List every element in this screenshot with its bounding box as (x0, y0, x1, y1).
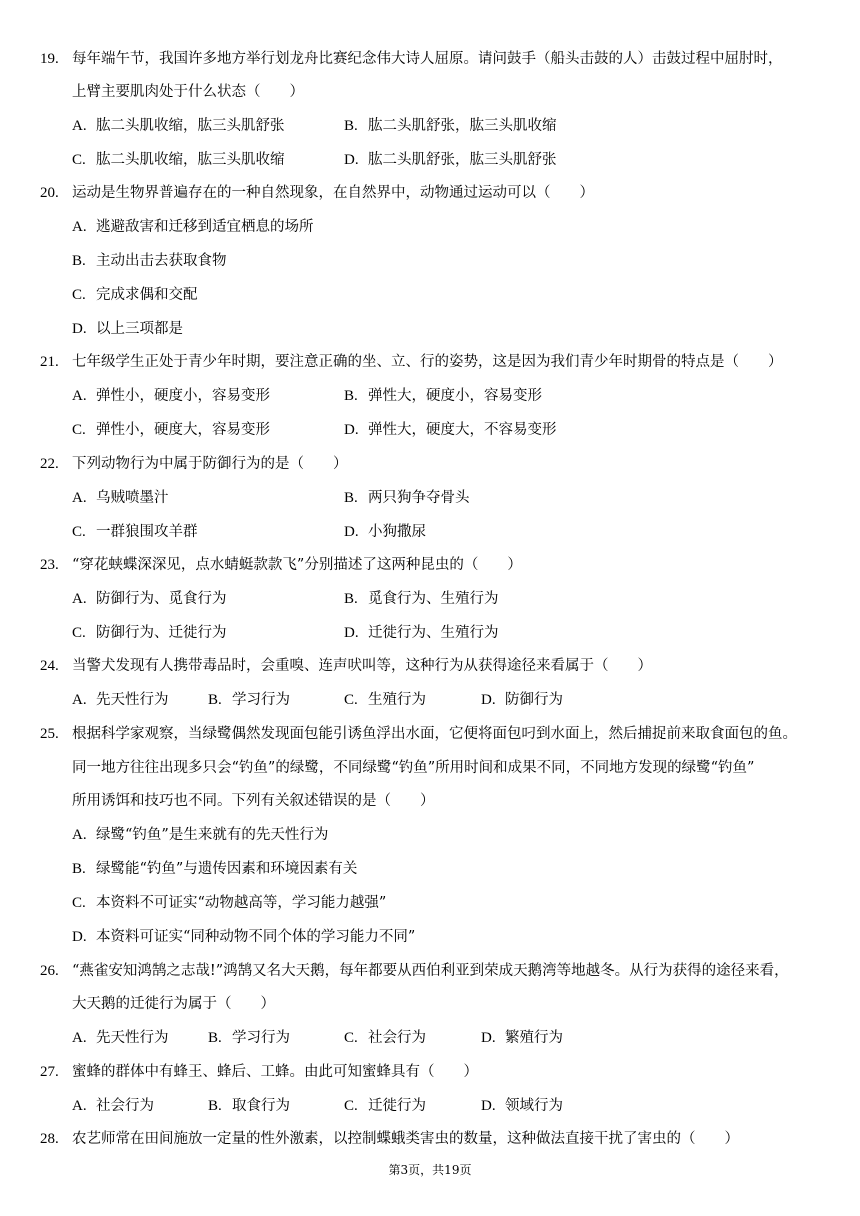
question-number: 23. (40, 557, 59, 573)
option-c: C. 肱二头肌收缩，肱三头肌收缩 (72, 152, 285, 168)
option-c: C. 一群狼围攻羊群 (72, 524, 198, 540)
option-b: B. 肱二头肌舒张，肱三头肌收缩 (344, 118, 557, 134)
question-text: 当警犬发现有人携带毒品时，会重嗅、连声吠叫等，这种行为从获得途径来看属于（ ） (72, 658, 652, 674)
question-text: 农艺师常在田间施放一定量的性外激素，以控制蝶蛾类害虫的数量，这种做法直接干扰了害虫的（ ） (72, 1131, 739, 1147)
question-number: 24. (40, 658, 59, 674)
option-a: A. 逃避敌害和迁移到适宜栖息的场所 (72, 219, 314, 235)
option-d: D. 以上三项都是 (72, 321, 183, 337)
option-d: D. 弹性大，硬度大，不容易变形 (344, 422, 557, 438)
option-b: B. 绿鹭能“钓鱼”与遗传因素和环境因素有关 (72, 861, 358, 877)
option-a: A. 乌贼喷墨汁 (72, 490, 169, 506)
page-footer: 第3页，共19页 (388, 1163, 472, 1177)
option-d: D. 繁殖行为 (481, 1030, 563, 1046)
question-25-line-3: 所用诱饵和技巧也不同。下列有关叙述错误的是（ ） (72, 793, 435, 809)
question-19-line-1 (40, 50, 783, 68)
question-24-line-1 (40, 657, 652, 675)
option-a: A. 弹性小，硬度小，容易变形 (72, 388, 270, 404)
option-a: A. 社会行为 (72, 1098, 154, 1114)
question-number: 20. (40, 185, 59, 201)
option-d: D. 小狗撒尿 (344, 524, 426, 540)
question-23-line-1 (40, 556, 522, 574)
option-a: A. 肱二头肌收缩，肱三头肌舒张 (72, 118, 285, 134)
option-d: D. 本资料可证实“同种动物不同个体的学习能力不同” (72, 929, 416, 945)
question-text: 根据科学家观察，当绿鹭偶然发现面包能引诱鱼浮出水面，它便将面包叼到水面上，然后捕捉前来取食面包的鱼。 (72, 726, 797, 742)
option-b: B. 学习行为 (208, 1030, 290, 1046)
option-a: A. 先天性行为 (72, 692, 169, 708)
option-b: B. 主动出击去获取食物 (72, 253, 227, 269)
question-text: 每年端午节，我国许多地方举行划龙舟比赛纪念伟大诗人屈原。请问鼓手（船头击鼓的人）击鼓过程中屈肘时， (72, 51, 783, 67)
option-d: D. 防御行为 (481, 692, 563, 708)
option-a: A. 绿鹭“钓鱼”是生来就有的先天性行为 (72, 827, 329, 843)
question-text: “穿花蛱蝶深深见，点水蜻蜓款款飞”分别描述了这两种昆虫的（ ） (72, 557, 522, 573)
option-c: C. 完成求偶和交配 (72, 287, 198, 303)
option-c: C. 弹性小，硬度大，容易变形 (72, 422, 270, 438)
option-b: B. 觅食行为、生殖行为 (344, 591, 499, 607)
option-a: A. 先天性行为 (72, 1030, 169, 1046)
question-text: 蜜蜂的群体中有蜂王、蜂后、工蜂。由此可知蜜蜂具有（ ） (72, 1064, 478, 1080)
question-text: “燕雀安知鸿鹄之志哉!”鸿鹄又名大天鹅，每年都要从西伯利亚到荣成天鹅湾等地越冬。从行为获得的途径来看， (72, 963, 789, 979)
question-number: 22. (40, 456, 59, 472)
question-26-line-1 (40, 962, 789, 980)
question-number: 27. (40, 1064, 59, 1080)
option-d: D. 肱二头肌舒张，肱三头肌舒张 (344, 152, 557, 168)
option-d: D. 领域行为 (481, 1098, 563, 1114)
question-27-line-1 (40, 1063, 478, 1081)
option-c: C. 社会行为 (344, 1030, 426, 1046)
question-19-line-2: 上臂主要肌肉处于什么状态（ ） (72, 84, 304, 100)
option-b: B. 两只狗争夺骨头 (344, 490, 470, 506)
question-text: 运动是生物界普遍存在的一种自然现象，在自然界中，动物通过运动可以（ ） (72, 185, 594, 201)
option-b: B. 弹性大，硬度小，容易变形 (344, 388, 542, 404)
option-a: A. 防御行为、觅食行为 (72, 591, 227, 607)
question-number: 25. (40, 726, 59, 742)
question-number: 26. (40, 963, 59, 979)
option-c: C. 防御行为、迁徙行为 (72, 625, 227, 641)
question-26-line-2: 大天鹅的迁徙行为属于（ ） (72, 996, 275, 1012)
question-25-line-2: 同一地方往往出现多只会“钓鱼”的绿鹭，不同绿鹭“钓鱼”所用时间和成果不同，不同地方发现的绿鹭“钓鱼” (72, 760, 755, 776)
question-25-line-1 (40, 725, 797, 743)
option-d: D. 迁徙行为、生殖行为 (344, 625, 499, 641)
question-22-line-1 (40, 455, 348, 473)
question-number: 19. (40, 51, 59, 67)
question-number: 28. (40, 1131, 59, 1147)
question-21-line-1 (40, 353, 783, 371)
question-28-line-1 (40, 1130, 739, 1148)
question-number: 21. (40, 354, 59, 370)
option-b: B. 取食行为 (208, 1098, 290, 1114)
question-20-line-1 (40, 184, 594, 202)
option-c: C. 本资料不可证实“动物越高等，学习能力越强” (72, 895, 387, 911)
question-text: 下列动物行为中属于防御行为的是（ ） (72, 456, 348, 472)
option-c: C. 生殖行为 (344, 692, 426, 708)
option-b: B. 学习行为 (208, 692, 290, 708)
question-text: 七年级学生正处于青少年时期，要注意正确的坐、立、行的姿势，这是因为我们青少年时期骨的特点是（ ） (72, 354, 783, 370)
option-c: C. 迁徙行为 (344, 1098, 426, 1114)
